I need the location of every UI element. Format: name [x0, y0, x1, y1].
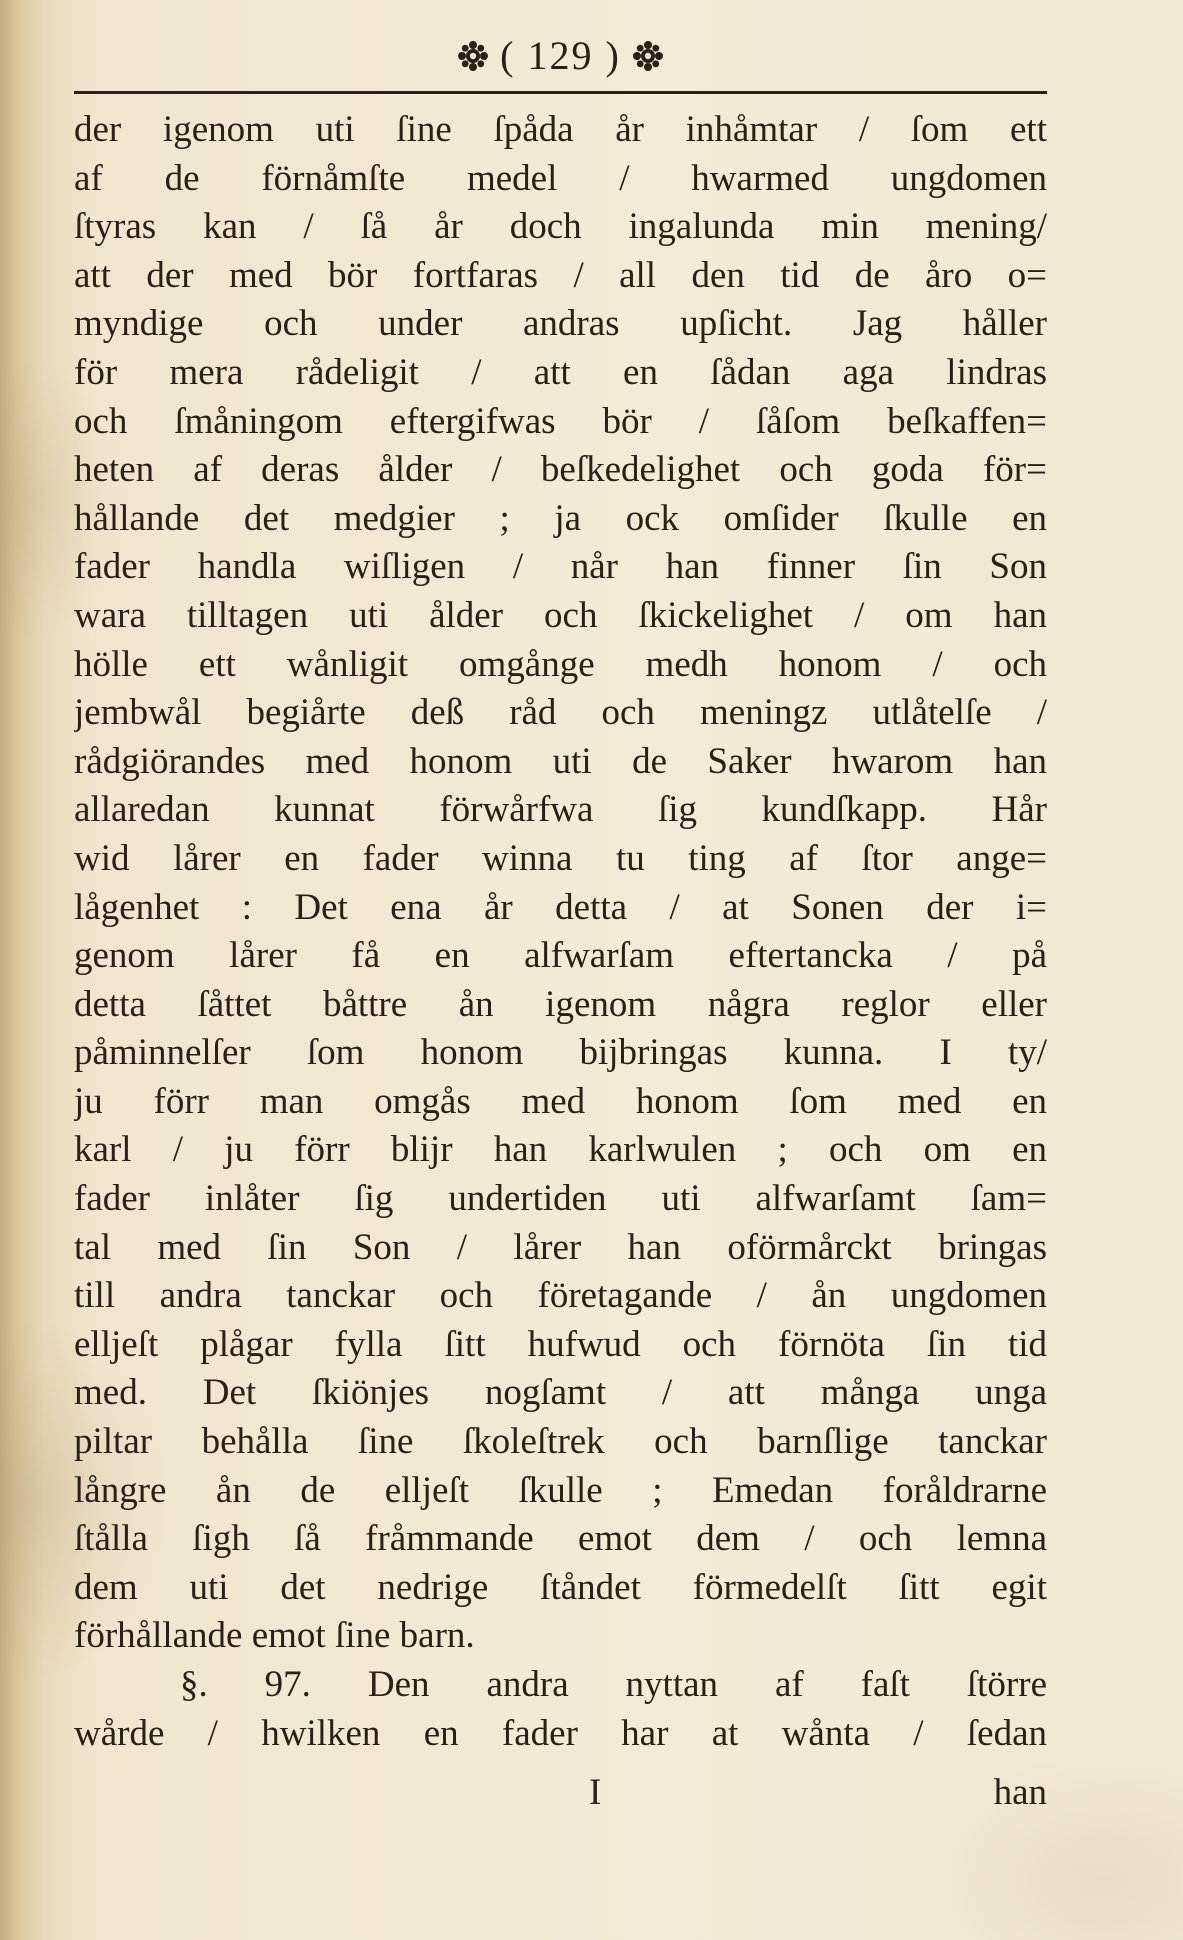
- text-line: elljeſt plågar fylla ſitt hufwud och förnöta ſin tid: [74, 1323, 1047, 1365]
- text-line: hållande det medgier ; ja ock omſider ſkulle en: [74, 497, 1047, 539]
- text-line: för mera rådeligit / att en ſådan aga lindras: [74, 351, 1047, 393]
- text-line: af de förnåmſte medel / hwarmed ungdomen: [74, 157, 1047, 199]
- header-rule: [74, 91, 1047, 94]
- text-line: wid lårer en fader winna tu ting af ſtor ange=: [74, 837, 1047, 879]
- catchword: han: [993, 1772, 1047, 1813]
- section-heading-line: [74, 1661, 1047, 1710]
- text-line: och ſmåningom eftergifwas bör / ſåſom beſkaffen=: [74, 400, 1047, 442]
- text-line: påminnelſer ſom honom bijbringas kunna. I ty/: [74, 1032, 1047, 1074]
- text-line: wara tilltagen uti ålder och ſkickelighet / om han: [74, 594, 1047, 636]
- text-line: der igenom uti ſine ſpåda år inhåmtar / ſom ett: [74, 109, 1047, 150]
- text-line: piltar behålla ſine ſkoleſtrek och barnſlige tanckar: [74, 1421, 1047, 1463]
- text-line: fader handla wiſligen / når han finner ſin Son: [74, 546, 1047, 588]
- text-line: genom lårer få en alfwarſam eftertancka / på: [74, 935, 1047, 977]
- text-line: karl / ju förr blijr han karlwulen ; och om en: [74, 1129, 1047, 1171]
- text-line: fader inlåter ſig undertiden uti alfwarſamt ſam=: [74, 1178, 1047, 1220]
- text-line: heten af deras ålder / beſkedelighet och goda för=: [74, 449, 1047, 491]
- text-line: ſtyras kan / ſå år doch ingalunda min mening/: [74, 206, 1047, 248]
- text-line: lågenhet : Det ena år detta / at Sonen der i=: [74, 886, 1047, 928]
- signature-mark: I: [589, 1772, 602, 1813]
- flower-ornament-left-icon: [456, 39, 490, 73]
- text-line: tal med ſin Son / lårer han oförmårckt bringas: [74, 1226, 1047, 1268]
- text-line: ju förr man omgås med honom ſom med en: [74, 1080, 1047, 1122]
- text-line: långre ån de elljeſt ſkulle ; Emedan foråldrarne: [74, 1469, 1047, 1511]
- section-number: §. 97.: [180, 1664, 311, 1705]
- section-first-line-text: Den andra nyttan af faſt ſtörre: [367, 1664, 1047, 1705]
- text-line: wårde / hwilken en fader har at wånta / ſedan: [74, 1712, 1047, 1754]
- text-line: med. Det ſkiönjes nogſamt / att många unga: [74, 1372, 1047, 1414]
- text-line: till andra tanckar och företagande / ån ungdomen: [74, 1275, 1047, 1317]
- catchword-line: [74, 1768, 1047, 1818]
- text-line: hölle ett wånligit omgånge medh honom / och: [74, 643, 1047, 685]
- paragraph-end-line: förhållande emot ſine barn.: [74, 1615, 475, 1657]
- page-number: ( 129 ): [500, 33, 621, 78]
- text-line: allaredan kunnat förwårfwa ſig kundſkapp. Hår: [74, 789, 1047, 831]
- flower-ornament-right-icon: [631, 39, 665, 73]
- text-line: rådgiörandes med honom uti de Saker hwarom han: [74, 740, 1047, 782]
- text-line: jembwål begiårte deß råd och meningz utlåtelſe /: [74, 692, 1047, 734]
- text-line: att der med bör fortfaras / all den tid de åro o=: [74, 254, 1047, 296]
- text-line: myndige och under andras upſicht. Jag håller: [74, 303, 1047, 345]
- running-header: [74, 30, 1047, 82]
- text-line: ſtålla ſigh ſå fråmmande emot dem / och lemna: [74, 1518, 1047, 1560]
- text-line: detta ſåttet båttre ån igenom några reglor eller: [74, 983, 1047, 1025]
- text-line: dem uti det nedrige ſtåndet förmedelſt ſitt egit: [74, 1566, 1047, 1608]
- body-text: [74, 106, 1047, 1758]
